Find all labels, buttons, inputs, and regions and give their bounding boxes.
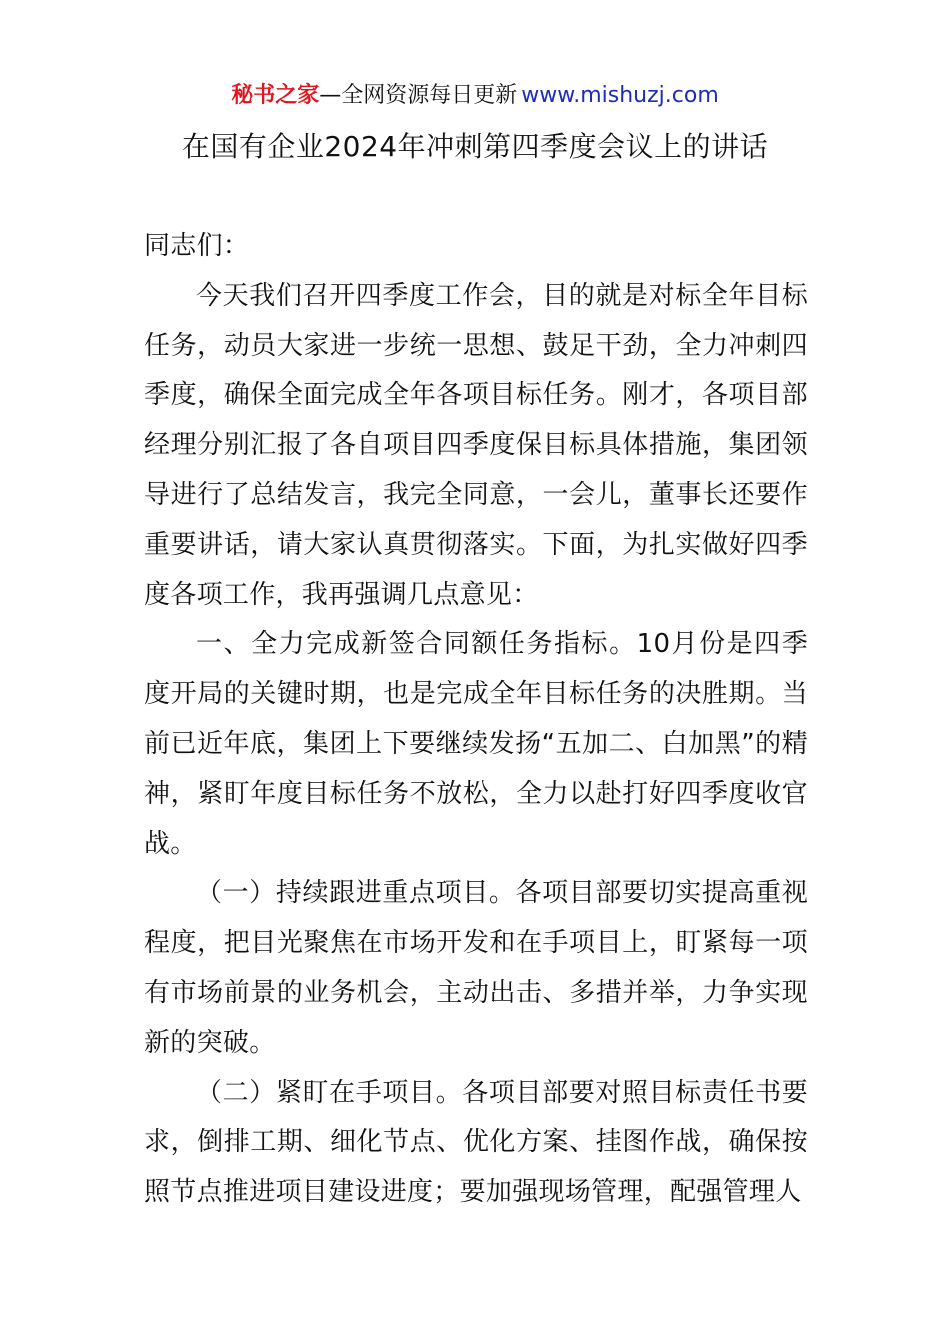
brand-name: 秘书之家 <box>231 83 320 108</box>
paragraph-subsection-2: （二）紧盯在手项目。各项目部要对照目标责任书要求，倒排工期、细化节点、优化方案、挂图作战，确保按照节点推进项目建设进度；要加强现场管理，配强管理人 <box>144 1077 808 1208</box>
salutation: 同志们： <box>144 231 250 261</box>
site-url-link[interactable]: www.mishuzj.com <box>521 83 719 108</box>
site-slogan: —全网资源每日更新 <box>319 83 518 108</box>
site-header <box>0 80 950 112</box>
paragraph-section-1: 一、全力完成新签合同额任务指标。10月份是四季度开局的关键时期，也是完成全年目标任务的决胜期。当前已近年底，集团上下要继续发扬“五加二、白加黑”的精神，紧盯年度目标任务不放松，全力以赴打好四季度收官战。 <box>144 629 808 859</box>
document-title: 在国有企业2024年冲刺第四季度会议上的讲话 <box>181 130 769 163</box>
document-body <box>144 222 808 1218</box>
paragraph-intro: 今天我们召开四季度工作会，目的就是对标全年目标任务，动员大家进一步统一思想、鼓足干劲，全力冲刺四季度，确保全面完成全年各项目标任务。刚才，各项目部经理分别汇报了各自项目四季度保目标具体措施，集团领导进行了总结发言，我完全同意，一会儿，董事长还要作重要讲话，请大家认真贯彻落实。下面，为扎实做好四季度各项工作，我再强调几点意见： <box>144 280 808 610</box>
paragraph-subsection-1: （一）持续跟进重点项目。各项目部要切实提高重视程度，把目光聚焦在市场开发和在手项目上，盯紧每一项有市场前景的业务机会，主动出击、多措并举，力争实现新的突破。 <box>144 878 808 1058</box>
